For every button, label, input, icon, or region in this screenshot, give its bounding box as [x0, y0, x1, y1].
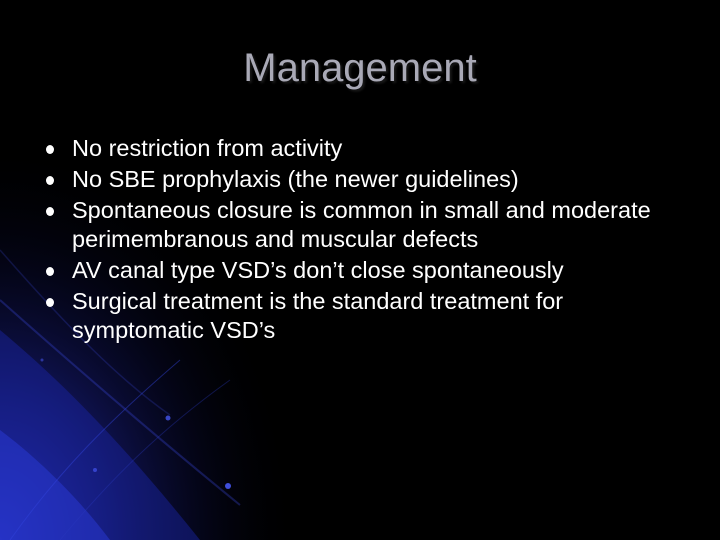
list-item [40, 134, 680, 163]
bullet-text: Spontaneous closure is common in small and moderate perimembranous and muscular defects [72, 197, 651, 252]
bullet-list [40, 134, 680, 347]
list-item [40, 256, 680, 285]
slide-title: Management [243, 46, 477, 90]
bullet-icon [46, 145, 54, 154]
list-item [40, 196, 680, 254]
bullet-icon [46, 207, 54, 216]
bullet-icon [46, 176, 54, 185]
bullet-icon [46, 267, 54, 276]
bullet-text: No restriction from activity [72, 135, 343, 161]
bullet-icon [46, 298, 54, 307]
bullet-text: Surgical treatment is the standard treatment for symptomatic VSD’s [72, 288, 564, 343]
list-item [40, 165, 680, 194]
bullet-text: No SBE prophylaxis (the newer guidelines) [72, 166, 519, 192]
list-item [40, 287, 680, 345]
bullet-text: AV canal type VSD’s don’t close spontaneously [72, 257, 564, 283]
